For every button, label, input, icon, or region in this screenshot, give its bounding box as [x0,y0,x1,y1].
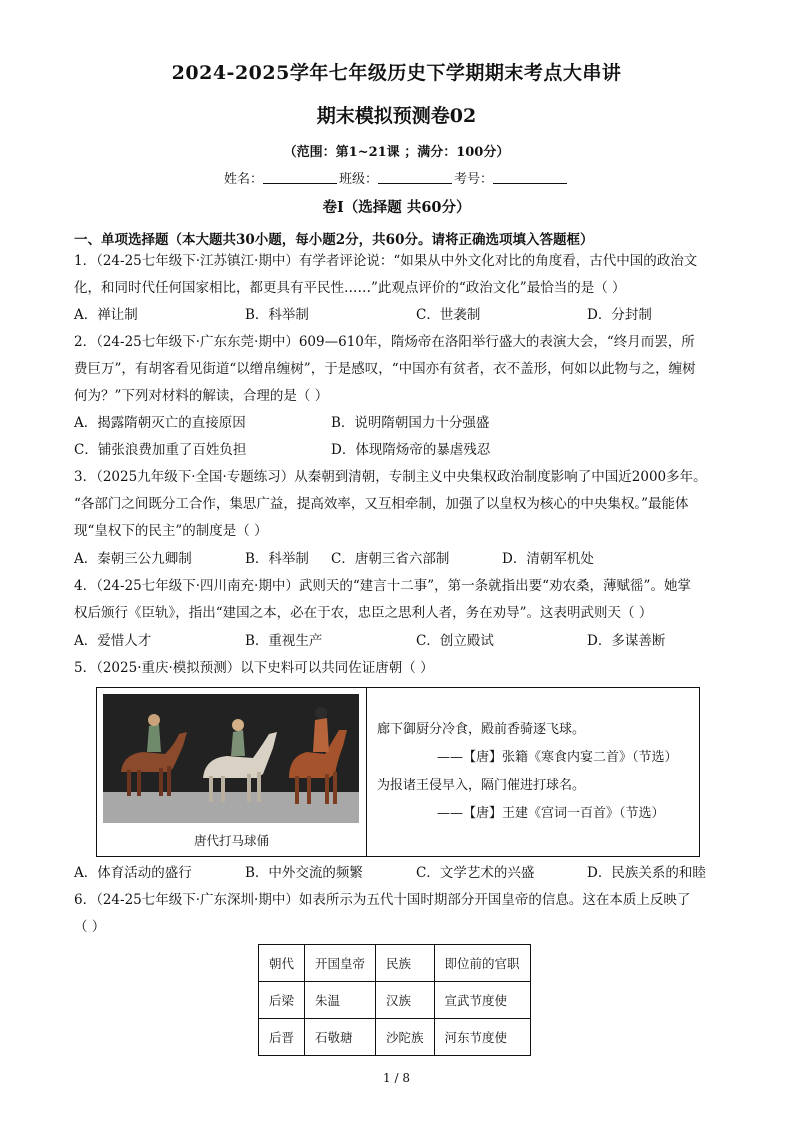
exam-no-label: 考号： [454,172,494,187]
volume-heading: 卷I（选择题 共60分） [322,199,471,216]
q3-option-a[interactable]: A．秦朝三公九卿制 [74,551,192,567]
poem-line-2: 为报诸王侵早入，隔门催进打球名。 [377,778,586,793]
table-cell: 石敬瑭 [305,1019,376,1056]
q2-line-3: 何为？”下列对材料的解读，合理的是（ ） [74,388,329,404]
table-cell: 汉族 [376,982,435,1019]
poem-source-2: ——【唐】王建《宫词一百首》（节选） [437,806,665,821]
q1-option-b[interactable]: B．科举制 [245,307,309,323]
q2-option-b[interactable]: B．说明隋朝国力十分强盛 [331,415,490,431]
q3-option-c[interactable]: C．唐朝三省六部制 [331,551,450,567]
q6-line-2: （ ） [74,919,106,935]
poem-line-1: 廊下御厨分冷食，殿前香骑逐飞球。 [377,722,586,737]
q4-option-a[interactable]: A．爱惜人才 [74,633,152,649]
table-header-cell: 即位前的官职 [434,945,530,982]
section-heading: 一、单项选择题（本大题共30小题，每小题2分，共60分。请将正确选项填入答题框） [74,232,594,248]
q4-option-d[interactable]: D．多谋善断 [587,633,666,649]
polo-figurines-image [103,694,359,823]
table-header-cell: 民族 [376,945,435,982]
polo-figurines-photo [103,694,359,823]
q3-option-b[interactable]: B．科举制 [245,551,309,567]
class-blank[interactable] [378,171,452,184]
photo-caption: 唐代打马球俑 [193,833,269,848]
q5-line-1: 5．（2025·重庆·模拟预测）以下史料可以共同佐证唐朝（ ） [74,660,434,676]
table-cell: 宣武节度使 [434,982,530,1019]
table-header-row [259,945,531,982]
exam-scope: （范围：第1~21课 ；满分：100分） [283,145,510,160]
q4-option-b[interactable]: B．重视生产 [245,633,323,649]
q2-option-c[interactable]: C．铺张浪费加重了百姓负担 [74,442,247,458]
name-label: 姓名： [223,172,263,187]
material-divider [366,688,367,856]
poem-source-1: ——【唐】张籍《寒食内宴二首》（节选） [437,750,678,765]
exam-subtitle: 期末模拟预测卷02 [316,105,477,127]
q1-option-c[interactable]: C．世袭制 [416,307,481,323]
q2-line-2: 费巨万”，有胡客看见街道“以缯帛缠树”，于是感叹，“中国亦有贫者，衣不盖形，何如以此物与之，缠树 [74,361,696,377]
q3-line-2: “各部门之间既分工合作，集思广益，提高效率，又互相牵制，加强了以皇权为核心的中央集权。”最能体 [74,496,689,512]
q3-option-d[interactable]: D．清朝军机处 [502,551,594,567]
page-number: 1 / 8 [383,1071,410,1085]
q4-line-1: 4．（24-25七年级下·四川南充·期中）武则天的“建言十二事”，第一条就指出要“劝农桑，薄赋徭”。她掌 [74,578,691,594]
table-cell: 后梁 [259,982,305,1019]
student-info-bar [0,168,793,187]
q4-line-2: 权后颁行《臣轨》，指出“建国之本，必在于农，忠臣之思利人者，务在劝导”。这表明武则天（ ） [74,605,653,621]
table-row [259,1019,531,1056]
q1-option-d[interactable]: D．分封制 [587,307,652,323]
q5-option-d[interactable]: D．民族关系的和睦 [587,865,706,881]
q1-option-a[interactable]: A．禅让制 [74,307,138,323]
q1-line-2: 化，和同时代任何国家相比，都更具有平民性……”此观点评价的“政治文化”最恰当的是（ ） [74,280,626,296]
q5-material-table [96,687,700,857]
q5-option-b[interactable]: B．中外交流的频繁 [245,865,363,881]
q3-line-1: 3．（2025九年级下·全国·专题练习）从秦朝到清朝，专制主义中央集权政治制度影响了中国近2000多年。 [74,469,707,485]
q1-line-1: 1．（24-25七年级下·江苏镇江·期中）有学者评论说：“如果从中外文化对比的角度看，古代中国的政治文 [74,253,698,269]
q4-option-c[interactable]: C．创立殿试 [416,633,494,649]
q2-option-d[interactable]: D．体现隋炀帝的暴虐残忍 [331,442,491,458]
q2-line-1: 2．（24-25七年级下·广东东莞·期中）609—610年，隋炀帝在洛阳举行盛大的表演大会，“终月而罢，所 [74,334,695,350]
exam-no-blank[interactable] [493,171,567,184]
table-cell: 朱温 [305,982,376,1019]
exam-title: 2024-2025学年七年级历史下学期期末考点大串讲 [171,62,622,84]
class-label: 班级： [338,172,378,187]
name-blank[interactable] [263,171,337,184]
q5-option-c[interactable]: C．文学艺术的兴盛 [416,865,535,881]
table-header-cell: 朝代 [259,945,305,982]
dynasty-founders-table [258,944,531,1056]
table-cell: 后晋 [259,1019,305,1056]
q6-line-1: 6．（24-25七年级下·广东深圳·期中）如表所示为五代十国时期部分开国皇帝的信息。这在本质上反映了 [74,892,691,908]
table-cell: 沙陀族 [376,1019,435,1056]
table-row [259,982,531,1019]
table-cell: 河东节度使 [434,1019,530,1056]
table-header-cell: 开国皇帝 [305,945,376,982]
q5-option-a[interactable]: A．体育活动的盛行 [74,865,192,881]
q3-line-3: 现“皇权下的民主”的制度是（ ） [74,523,268,539]
q2-option-a[interactable]: A．揭露隋朝灭亡的直接原因 [74,415,246,431]
